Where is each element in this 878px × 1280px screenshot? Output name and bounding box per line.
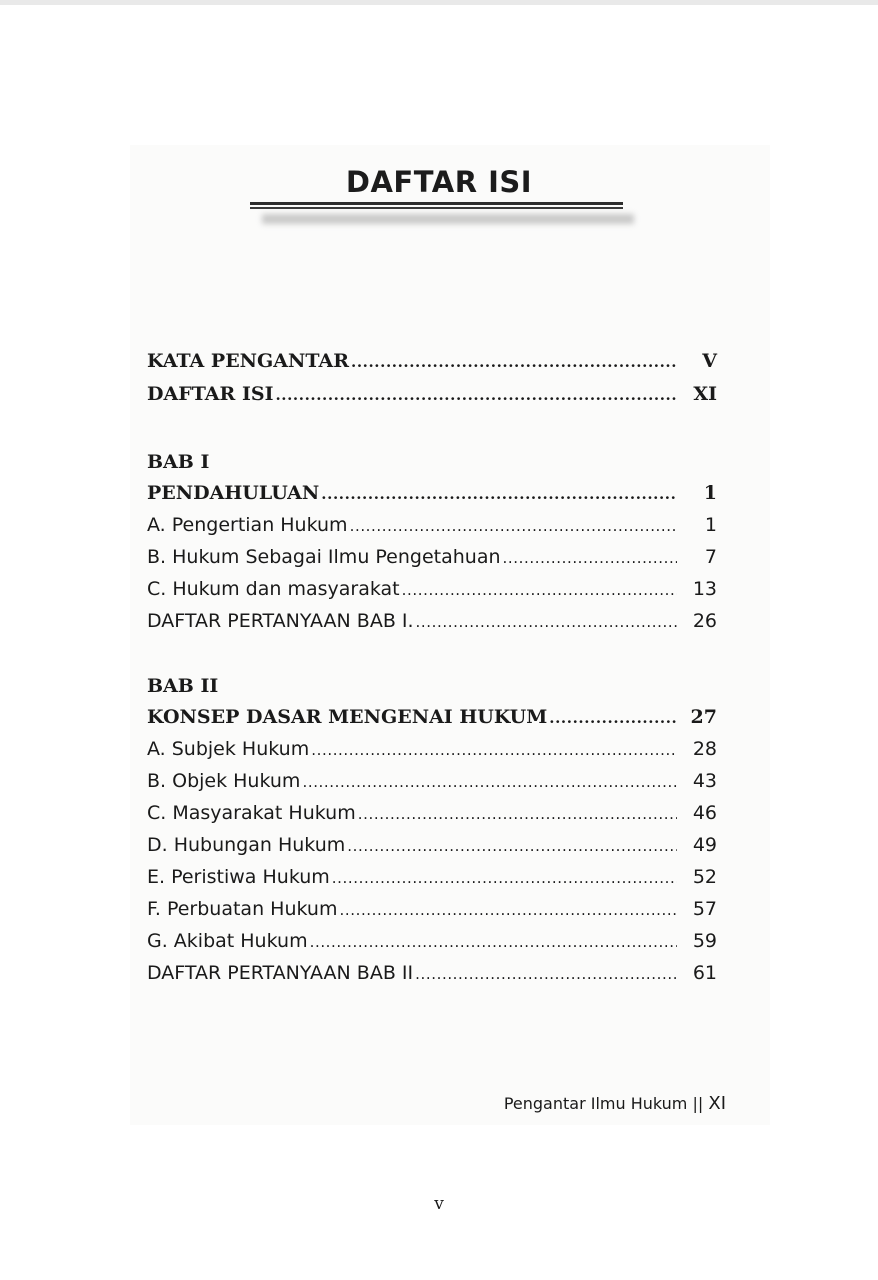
toc-entry-page: 46 — [692, 802, 717, 824]
toc-entry-page: 13 — [692, 578, 717, 600]
toc-entry — [147, 578, 717, 608]
running-head-separator: || — [692, 1094, 704, 1113]
toc-entry-page: 49 — [692, 834, 717, 856]
toc-leader-dots — [339, 901, 677, 919]
chapter-heading-bab-2: BAB II — [147, 675, 219, 697]
title-rule-thin — [250, 207, 623, 209]
toc-entry-label: E. Peristiwa Hukum — [147, 866, 330, 888]
toc-entry-label: PENDAHULUAN — [147, 482, 320, 504]
toc-entry-page: XI — [693, 383, 717, 405]
toc-entry-label: B. Objek Hukum — [147, 770, 301, 792]
toc-entry-page: 43 — [692, 770, 717, 792]
toc-entry — [147, 738, 717, 768]
running-head-title: Pengantar Ilmu Hukum — [503, 1094, 688, 1113]
toc-entry-label: F. Perbuatan Hukum — [147, 898, 338, 920]
toc-leader-dots — [321, 485, 677, 503]
toc-entry-label: DAFTAR PERTANYAAN BAB II — [147, 962, 414, 984]
toc-entry-page: 1 — [703, 482, 717, 504]
toc-entry — [147, 898, 717, 928]
toc-entry — [147, 962, 717, 992]
toc-entry-daftar-isi — [147, 383, 717, 413]
toc-leader-dots — [350, 517, 677, 535]
toc-entry — [147, 930, 717, 960]
toc-entry-label: A. Pengertian Hukum — [147, 514, 348, 536]
toc-entry — [147, 770, 717, 800]
toc-leader-dots — [332, 869, 677, 887]
toc-entry-label: B. Hukum Sebagai Ilmu Pengetahuan — [147, 546, 501, 568]
toc-entry-page: 59 — [692, 930, 717, 952]
toc-entry-page: 28 — [692, 738, 717, 760]
toc-leader-dots — [503, 549, 677, 567]
toc-entry-label: DAFTAR ISI — [147, 383, 274, 405]
toc-leader-dots — [402, 581, 677, 599]
toc-entry — [147, 546, 717, 576]
title-rule-thick — [250, 202, 623, 205]
toc-entry-label: KATA PENGANTAR — [147, 350, 350, 372]
toc-entry-label: C. Hukum dan masyarakat — [147, 578, 400, 600]
toc-entry-label: A. Subjek Hukum — [147, 738, 310, 760]
toc-entry-page: 7 — [704, 546, 717, 568]
toc-leader-dots — [358, 805, 677, 823]
toc-entry-label: KONSEP DASAR MENGENAI HUKUM — [147, 706, 548, 728]
chapter-heading-bab-1: BAB I — [147, 451, 210, 473]
running-head-page: XI — [708, 1093, 726, 1114]
toc-leader-dots — [415, 965, 677, 983]
toc-entry — [147, 802, 717, 832]
page-title: DAFTAR ISI — [345, 165, 533, 199]
toc-leader-dots — [302, 773, 677, 791]
scan-top-edge — [0, 0, 878, 5]
toc-entry-page: 57 — [692, 898, 717, 920]
toc-leader-dots — [275, 386, 677, 404]
toc-entry-label: DAFTAR PERTANYAAN BAB I. — [147, 610, 414, 632]
toc-entry — [147, 834, 717, 864]
toc-entry — [147, 514, 717, 544]
toc-entry — [147, 610, 717, 640]
toc-entry-label: D. Hubungan Hukum — [147, 834, 346, 856]
toc-entry-page: 1 — [704, 514, 717, 536]
running-footer — [130, 1093, 726, 1114]
toc-entry-page: V — [702, 350, 717, 372]
toc-leader-dots — [310, 933, 677, 951]
toc-chapter-pendahuluan — [147, 482, 717, 512]
toc-leader-dots — [549, 709, 677, 727]
toc-entry-page: 26 — [692, 610, 717, 632]
toc-chapter-konsep-dasar — [147, 706, 717, 736]
toc-entry-label: C. Masyarakat Hukum — [147, 802, 356, 824]
toc-entry-kata-pengantar — [147, 350, 717, 380]
page-number: v — [434, 1194, 444, 1214]
toc-leader-dots — [347, 837, 677, 855]
toc-leader-dots — [416, 613, 677, 631]
toc-entry — [147, 866, 717, 896]
toc-entry-label: G. Akibat Hukum — [147, 930, 308, 952]
toc-entry-page: 27 — [690, 706, 717, 728]
title-rule-shadow — [262, 214, 634, 224]
toc-leader-dots — [351, 353, 677, 371]
toc-entry-page: 52 — [692, 866, 717, 888]
toc-entry-page: 61 — [692, 962, 717, 984]
toc-leader-dots — [311, 741, 677, 759]
